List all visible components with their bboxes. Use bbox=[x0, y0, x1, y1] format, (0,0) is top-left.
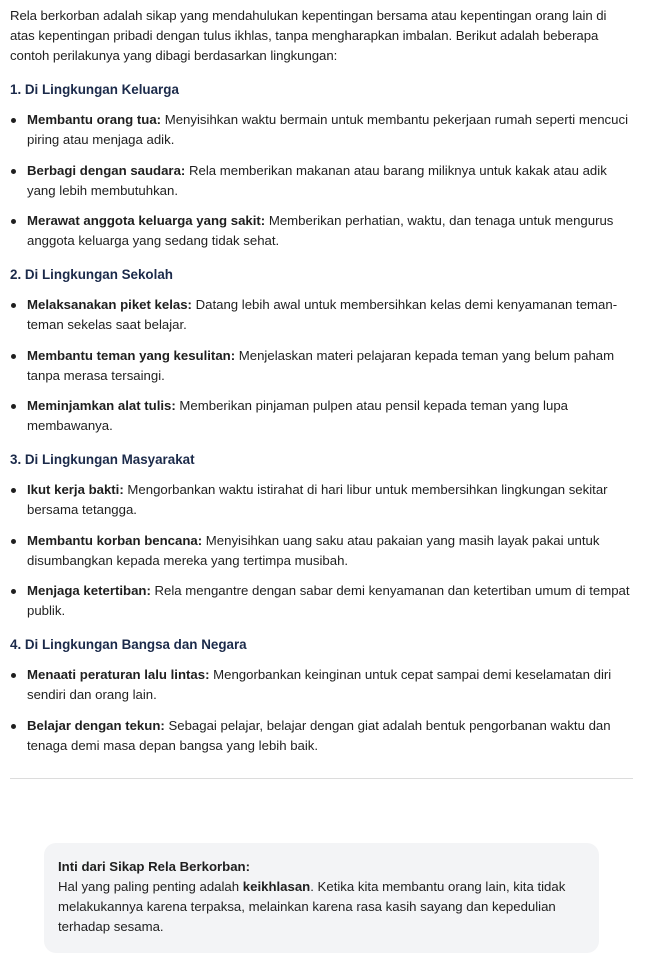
item-text: Rela memberikan makanan atau barang miliknya untuk kakak atau adik yang lebih membutuhkan. bbox=[27, 162, 607, 198]
section-sekolah bbox=[10, 265, 633, 436]
item-list bbox=[10, 110, 633, 251]
list-item bbox=[10, 581, 633, 621]
callout-text-after: . Ketika kita membantu orang lain, kita tidak melakukannya karena terpaksa, melainkan karena rasa kasih sayang dan kepedulian terhadap sesama. bbox=[58, 879, 566, 934]
item-lead: Meminjamkan alat tulis: bbox=[27, 398, 176, 413]
item-list bbox=[10, 665, 633, 756]
intro-paragraph: Rela berkorban adalah sikap yang mendahulukan kepentingan bersama atau kepentingan orang lain di atas kepentingan pribadi dengan tulus ikhlas, tanpa mengharapkan imbalan. Berikut adalah beberapa contoh perilakunya yang dibagi berdasarkan lingkungan: bbox=[10, 8, 607, 63]
section-divider bbox=[10, 778, 633, 779]
item-lead: Melaksanakan piket kelas: bbox=[27, 297, 192, 312]
item-lead: Menjaga ketertiban: bbox=[27, 583, 151, 598]
item-lead: Belajar dengan tekun: bbox=[27, 717, 165, 733]
list-item bbox=[10, 665, 633, 705]
item-text: Memberikan pinjaman pulpen atau pensil kepada teman yang lupa membawanya. bbox=[27, 398, 568, 433]
item-text: Sebagai pelajar, belajar dengan giat adalah bentuk pengorbanan waktu dan tenaga demi masa depan bangsa yang lebih baik. bbox=[27, 717, 611, 753]
item-lead: Membantu orang tua: bbox=[27, 112, 162, 127]
item-text: Menyisihkan waktu bermain untuk membantu pekerjaan rumah seperti mencuci piring atau menjaga adik. bbox=[27, 112, 628, 147]
section-title: 3. Di Lingkungan Masyarakat bbox=[10, 452, 195, 467]
callout-title: Inti dari Sikap Rela Berkorban: bbox=[58, 859, 251, 874]
item-list bbox=[10, 480, 633, 621]
callout-text-before: Hal yang paling penting adalah bbox=[58, 879, 243, 894]
list-item bbox=[10, 295, 633, 335]
section-bangsa-negara bbox=[10, 635, 633, 756]
item-lead: Ikut kerja bakti: bbox=[27, 482, 124, 497]
callout-text bbox=[58, 877, 585, 937]
item-text: Mengorbankan keinginan untuk cepat sampai demi keselamatan diri sendiri dan orang lain. bbox=[27, 667, 612, 702]
section-title: 1. Di Lingkungan Keluarga bbox=[10, 82, 179, 97]
item-lead: Berbagi dengan saudara: bbox=[27, 162, 186, 178]
item-lead: Membantu teman yang kesulitan: bbox=[27, 347, 236, 363]
item-lead: Membantu korban bencana: bbox=[27, 532, 203, 548]
section-keluarga bbox=[10, 80, 633, 251]
item-text: Menyisihkan uang saku atau pakaian yang masih layak pakai untuk disumbangkan kepada mereka yang tertimpa musibah. bbox=[27, 532, 600, 568]
list-item bbox=[10, 396, 633, 436]
item-text: Menjelaskan materi pelajaran kepada teman yang belum paham tanpa merasa tersaingi. bbox=[27, 347, 615, 383]
list-item bbox=[10, 716, 633, 756]
list-item bbox=[10, 161, 633, 201]
item-text: Datang lebih awal untuk membersihkan kelas demi kenyamanan teman-teman sekelas saat belajar. bbox=[27, 297, 618, 332]
section-title: 2. Di Lingkungan Sekolah bbox=[10, 267, 173, 282]
item-lead: Menaati peraturan lalu lintas: bbox=[27, 667, 210, 682]
list-item bbox=[10, 346, 633, 386]
item-text: Mengorbankan waktu istirahat di hari libur untuk membersihkan lingkungan sekitar bersama tetangga. bbox=[27, 482, 608, 517]
item-list bbox=[10, 295, 633, 436]
list-item bbox=[10, 531, 633, 571]
callout-bold-keyword: keikhlasan bbox=[242, 879, 311, 894]
list-item bbox=[10, 211, 633, 251]
list-item bbox=[10, 110, 633, 150]
item-text: Rela mengantre dengan sabar demi kenyamanan dan ketertiban umum di tempat publik. bbox=[27, 583, 630, 618]
item-lead: Merawat anggota keluarga yang sakit: bbox=[27, 213, 266, 228]
list-item bbox=[10, 480, 633, 520]
section-masyarakat bbox=[10, 450, 633, 621]
section-title: 4. Di Lingkungan Bangsa dan Negara bbox=[10, 637, 247, 652]
item-text: Memberikan perhatian, waktu, dan tenaga untuk mengurus anggota keluarga yang sedang tidak sehat. bbox=[27, 213, 614, 248]
